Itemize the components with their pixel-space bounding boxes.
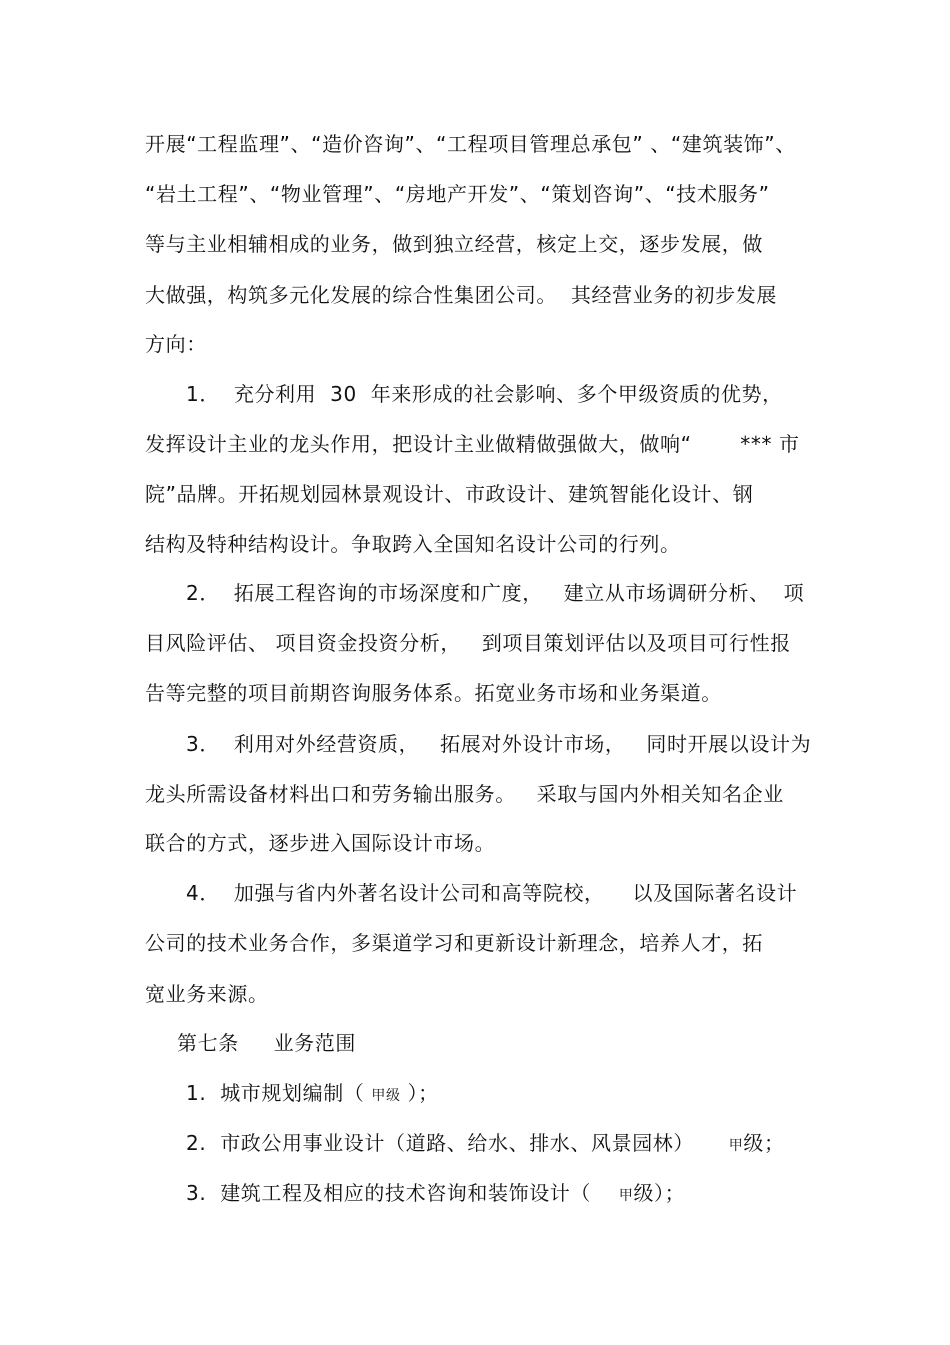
- paragraph-line: “岩土工程”、“物业管理”、“房地产开发”、“策划咨询”、“技术服务”: [145, 182, 770, 206]
- list-item-line: 结构及特种结构设计。争取跨入全国知名设计公司的行列。: [145, 532, 681, 556]
- scope-text: 1. 城市规划编制（: [186, 1081, 372, 1105]
- qualification-level: 甲: [618, 1188, 634, 1204]
- list-item-line: 院”品牌。开拓规划园林景观设计、市政设计、建筑智能化设计、钢: [145, 482, 754, 506]
- scope-item: [186, 1080, 439, 1109]
- list-item-line: 3． 利用对外经营资质， 拓展对外设计市场， 同时开展以设计为: [186, 732, 812, 756]
- paragraph-line: 等与主业相辅相成的业务，做到独立经营，核定上交，逐步发展，做: [145, 232, 763, 256]
- list-item-line: 1． 充分利用 30 年来形成的社会影响、多个甲级资质的优势，: [186, 382, 783, 406]
- list-item-line: 宽业务来源。: [145, 982, 269, 1006]
- paragraph-line: 方向：: [145, 332, 207, 356]
- list-item-line: 告等完整的项目前期咨询服务体系。拓宽业务市场和业务渠道。: [145, 681, 722, 705]
- list-item-line: 目风险评估、 项目资金投资分析， 到项目策划评估以及项目可行性报: [145, 631, 791, 655]
- scope-text: 2. 市政公用事业设计（道路、给水、排水、风景园林）: [186, 1131, 729, 1155]
- paragraph-line: 大做强，构筑多元化发展的综合性集团公司。 其经营业务的初步发展: [145, 283, 777, 307]
- list-item-line: 发挥设计主业的龙头作用，把设计主业做精做强做大，做响“ *** 市: [145, 432, 800, 456]
- list-item-line: 公司的技术业务合作，多渠道学习和更新设计新理念，培养人才，拓: [145, 931, 763, 955]
- list-item-line: 联合的方式，逐步进入国际设计市场。: [145, 831, 496, 855]
- article-heading: 第七条 业务范围: [177, 1031, 356, 1055]
- paragraph-line: 开展“工程监理”、“造价咨询”、“工程项目管理总承包” 、“建筑装饰”、: [145, 132, 796, 156]
- list-item-line: 龙头所需设备材料出口和劳务输出服务。 采取与国内外相关知名企业: [145, 782, 784, 806]
- scope-item: [186, 1180, 685, 1209]
- scope-text: ）；: [400, 1081, 439, 1105]
- qualification-level: 甲: [728, 1138, 744, 1154]
- list-item-line: 4． 加强与省内外著名设计公司和高等院校， 以及国际著名设计: [186, 881, 798, 905]
- scope-text: 级）；: [633, 1181, 686, 1205]
- scope-item: [186, 1130, 785, 1159]
- qualification-level: 甲级: [371, 1088, 401, 1104]
- scope-text: 3. 建筑工程及相应的技术咨询和装饰设计（: [186, 1181, 619, 1205]
- scope-text: 级；: [743, 1131, 785, 1155]
- list-item-line: 2． 拓展工程咨询的市场深度和广度， 建立从市场调研分析、 项: [186, 581, 805, 605]
